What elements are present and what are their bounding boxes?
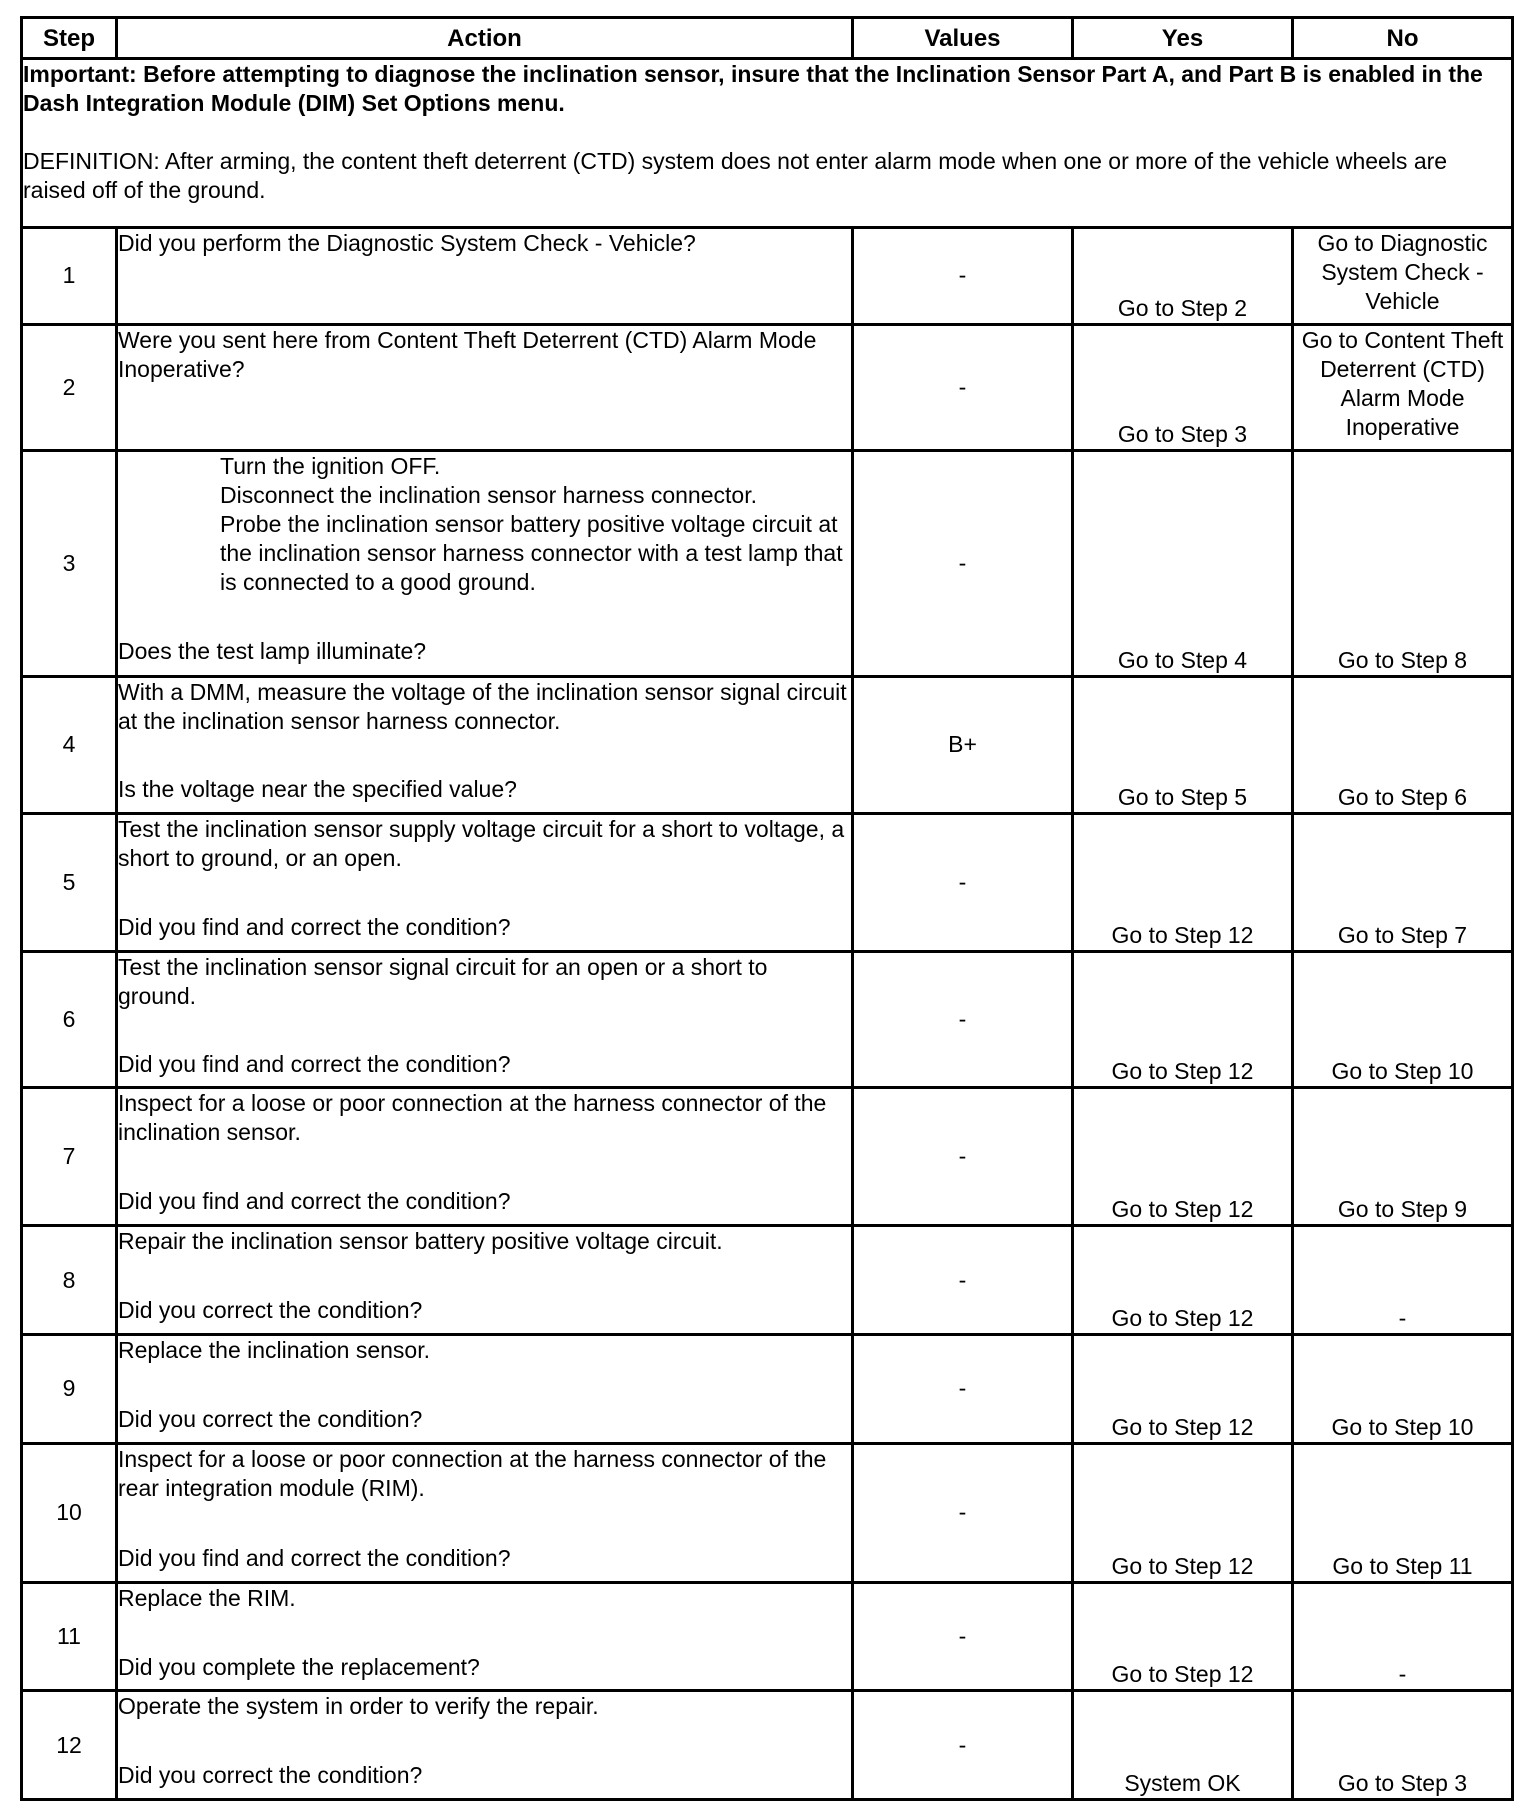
- yes-cell: Go to Step 12: [1073, 813, 1293, 951]
- action-question: Is the voltage near the specified value?: [118, 775, 517, 802]
- no-cell: Go to Step 3: [1293, 1691, 1513, 1800]
- action-question: Did you find and correct the condition?: [118, 1188, 511, 1215]
- action-instruction: Turn the ignition OFF.: [220, 453, 441, 480]
- table-row: [22, 324, 1513, 451]
- action-cell: [117, 1691, 853, 1800]
- yes-cell: Go to Step 12: [1073, 1088, 1293, 1226]
- no-cell: -: [1293, 1582, 1513, 1691]
- value-cell: -: [853, 1226, 1073, 1335]
- diagnostic-table: [20, 16, 1514, 1801]
- action-instructions: [118, 452, 851, 597]
- action-instruction: Disconnect the inclination sensor harness connector.: [220, 482, 757, 509]
- header-step: Step: [22, 18, 117, 59]
- table-row: [22, 1226, 1513, 1335]
- step-number: 8: [22, 1226, 117, 1335]
- note-row: [22, 59, 1513, 228]
- action-cell: [117, 451, 853, 676]
- action-cell: [117, 1226, 853, 1335]
- header-row: [22, 18, 1513, 59]
- step-number: 11: [22, 1582, 117, 1691]
- no-cell: -: [1293, 1226, 1513, 1335]
- action-text: Inspect for a loose or poor connection at the harness connector of the inclination sensor.: [118, 1090, 827, 1146]
- action-question: Did you correct the condition?: [118, 1406, 423, 1432]
- action-cell: [117, 1443, 853, 1582]
- yes-cell: Go to Step 12: [1073, 1443, 1293, 1582]
- table-row: [22, 951, 1513, 1088]
- action-instruction: Probe the inclination sensor battery positive voltage circuit at the inclination sensor harness connector with a test lamp that is connected to a good ground.: [220, 511, 843, 596]
- action-text: Test the inclination sensor supply voltage circuit for a short to voltage, a short to ground, or an open.: [118, 815, 845, 871]
- step-number: 1: [22, 228, 117, 325]
- table-row: [22, 813, 1513, 951]
- no-cell: Go to Diagnostic System Check - Vehicle: [1293, 228, 1513, 325]
- yes-cell: Go to Step 12: [1073, 951, 1293, 1088]
- action-cell: [117, 1335, 853, 1444]
- action-text: Replace the inclination sensor.: [118, 1337, 430, 1363]
- table-row: [22, 1443, 1513, 1582]
- yes-cell: Go to Step 4: [1073, 451, 1293, 676]
- action-question: Did you find and correct the condition?: [118, 1544, 511, 1571]
- value-cell: -: [853, 1088, 1073, 1226]
- action-question: Did you complete the replacement?: [118, 1653, 480, 1680]
- action-cell: [117, 951, 853, 1088]
- step-number: 12: [22, 1691, 117, 1800]
- no-cell: Go to Step 9: [1293, 1088, 1513, 1226]
- action-text: Did you perform the Diagnostic System Check - Vehicle?: [118, 230, 696, 257]
- action-text: Were you sent here from Content Theft Deterrent (CTD) Alarm Mode Inoperative?: [118, 326, 817, 382]
- step-number: 2: [22, 324, 117, 451]
- step-number: 6: [22, 951, 117, 1088]
- action-question: Did you correct the condition?: [118, 1762, 423, 1789]
- action-cell: [117, 324, 853, 451]
- value-cell: -: [853, 1335, 1073, 1444]
- action-cell: [117, 228, 853, 325]
- table-row: [22, 676, 1513, 813]
- action-text: Operate the system in order to verify the repair.: [118, 1693, 599, 1720]
- no-cell: Go to Step 10: [1293, 951, 1513, 1088]
- table-row: [22, 1582, 1513, 1691]
- action-text: With a DMM, measure the voltage of the inclination sensor signal circuit at the inclination sensor harness connector.: [118, 678, 847, 734]
- value-cell: B+: [853, 676, 1073, 813]
- value-cell: -: [853, 1582, 1073, 1691]
- definition-note: DEFINITION: After arming, the content theft deterrent (CTD) system does not enter alarm mode when one or more of the vehicle wheels are raised off of the ground.: [23, 148, 1448, 203]
- yes-cell: Go to Step 12: [1073, 1335, 1293, 1444]
- no-cell: Go to Step 10: [1293, 1335, 1513, 1444]
- value-cell: -: [853, 1443, 1073, 1582]
- step-number: 5: [22, 813, 117, 951]
- no-cell: Go to Step 8: [1293, 451, 1513, 676]
- action-question: Did you correct the condition?: [118, 1297, 423, 1324]
- action-text: Test the inclination sensor signal circuit for an open or a short to ground.: [118, 953, 768, 1009]
- action-question: Did you find and correct the condition?: [118, 913, 511, 940]
- table-row: [22, 1691, 1513, 1800]
- action-question: Did you find and correct the condition?: [118, 1050, 511, 1077]
- no-cell: Go to Step 6: [1293, 676, 1513, 813]
- action-text: Repair the inclination sensor battery positive voltage circuit.: [118, 1228, 723, 1255]
- action-cell: [117, 813, 853, 951]
- value-cell: -: [853, 324, 1073, 451]
- step-number: 10: [22, 1443, 117, 1582]
- header-action: Action: [117, 18, 853, 59]
- step-number: 4: [22, 676, 117, 813]
- yes-cell: Go to Step 2: [1073, 228, 1293, 325]
- step-number: 9: [22, 1335, 117, 1444]
- value-cell: -: [853, 1691, 1073, 1800]
- step-number: 7: [22, 1088, 117, 1226]
- action-question: Does the test lamp illuminate?: [118, 638, 427, 665]
- table-row: [22, 1335, 1513, 1444]
- note-cell: [22, 59, 1513, 228]
- value-cell: -: [853, 451, 1073, 676]
- table-row: [22, 228, 1513, 325]
- yes-cell: Go to Step 12: [1073, 1582, 1293, 1691]
- header-yes: Yes: [1073, 18, 1293, 59]
- value-cell: -: [853, 228, 1073, 325]
- no-cell: Go to Step 7: [1293, 813, 1513, 951]
- table-row: [22, 1088, 1513, 1226]
- header-no: No: [1293, 18, 1513, 59]
- important-note: Important: Before attempting to diagnose the inclination sensor, insure that the Inclination Sensor Part A, and Part B is enabled in the Dash Integration Module (DIM) Set Options menu.: [23, 61, 1483, 116]
- yes-cell: Go to Step 12: [1073, 1226, 1293, 1335]
- action-cell: [117, 1582, 853, 1691]
- yes-cell: Go to Step 5: [1073, 676, 1293, 813]
- action-text: Replace the RIM.: [118, 1584, 296, 1611]
- step-number: 3: [22, 451, 117, 676]
- yes-cell: System OK: [1073, 1691, 1293, 1800]
- no-cell: Go to Step 11: [1293, 1443, 1513, 1582]
- action-cell: [117, 1088, 853, 1226]
- header-values: Values: [853, 18, 1073, 59]
- action-cell: [117, 676, 853, 813]
- yes-cell: Go to Step 3: [1073, 324, 1293, 451]
- value-cell: -: [853, 813, 1073, 951]
- value-cell: -: [853, 951, 1073, 1088]
- table-row: [22, 451, 1513, 676]
- no-cell: Go to Content Theft Deterrent (CTD) Alarm Mode Inoperative: [1293, 324, 1513, 451]
- action-text: Inspect for a loose or poor connection at the harness connector of the rear integration module (RIM).: [118, 1445, 827, 1501]
